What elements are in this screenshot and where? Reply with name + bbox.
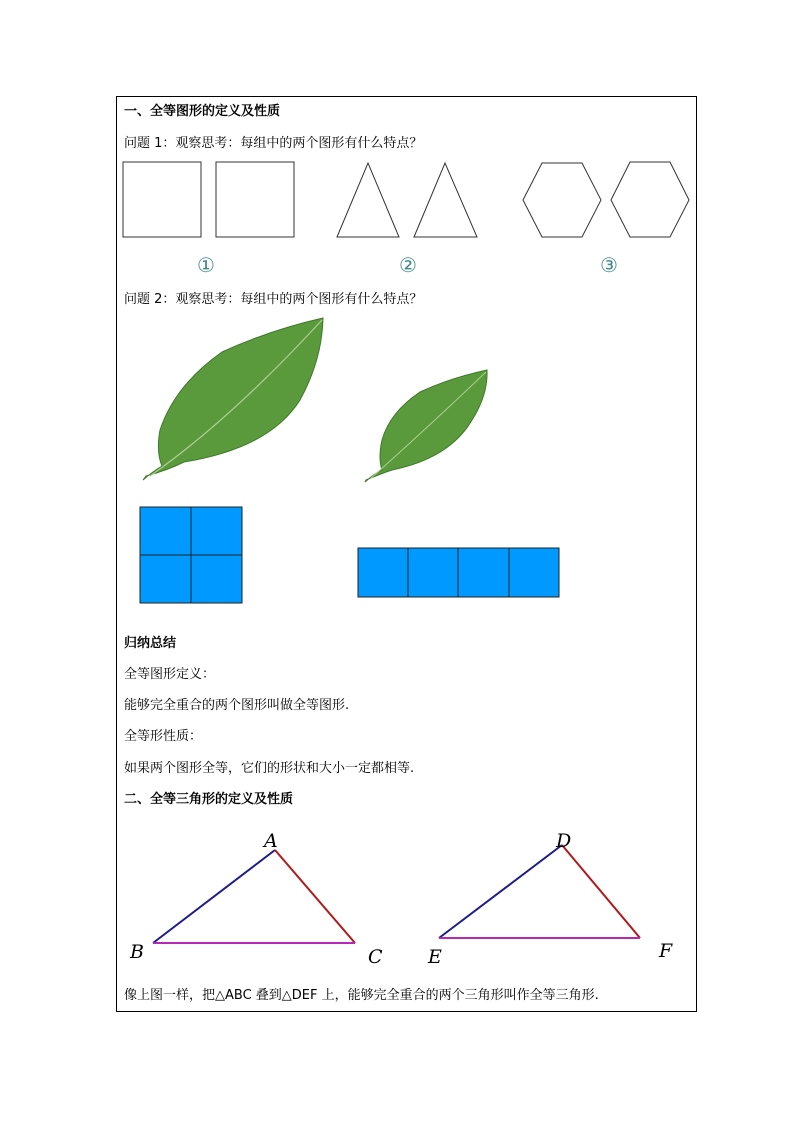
definition-title: 全等图形定义：: [124, 667, 216, 682]
group-label-3: ③: [600, 253, 618, 277]
triangle-shape-1: [337, 163, 399, 237]
leaf-small: [365, 370, 487, 482]
vertex-label-a: A: [264, 830, 278, 852]
property-title: 全等形性质：: [124, 729, 203, 744]
definition-text: 能够完全重合的两个图形叫做全等图形.: [124, 698, 350, 713]
triangle-caption: 像上图一样，把△ABC 叠到△DEF 上，能够完全重合的两个三角形叫作全等三角形.: [124, 988, 599, 1003]
leaf-large: [143, 318, 323, 480]
question-2: 问题 2：观察思考：每组中的两个图形有什么特点？: [124, 292, 423, 307]
question-1: 问题 1：观察思考：每组中的两个图形有什么特点？: [124, 136, 423, 151]
vertex-label-f: F: [659, 940, 673, 962]
section1-heading: 一、全等图形的定义及性质: [124, 104, 281, 119]
group-label-1: ①: [197, 253, 215, 277]
vertex-label-b: B: [130, 941, 144, 963]
vertex-label-c: C: [368, 946, 383, 968]
group-label-2: ②: [399, 253, 417, 277]
square-1: [123, 162, 201, 237]
tile-grid-2x2: [140, 507, 242, 603]
triangle-abc: [153, 850, 355, 943]
vertex-label-e: E: [428, 946, 442, 968]
triangle-shape-2: [414, 163, 477, 237]
hexagon-2: [611, 162, 689, 237]
tile-row-1x4: [358, 548, 559, 597]
vertex-label-d: D: [556, 830, 572, 852]
summary-heading: 归纳总结: [124, 636, 177, 651]
property-text: 如果两个图形全等，它们的形状和大小一定都相等.: [124, 761, 415, 776]
square-2: [216, 162, 294, 237]
section2-heading: 二、全等三角形的定义及性质: [124, 792, 294, 807]
hexagon-1: [523, 163, 601, 237]
triangle-def: [439, 845, 640, 938]
